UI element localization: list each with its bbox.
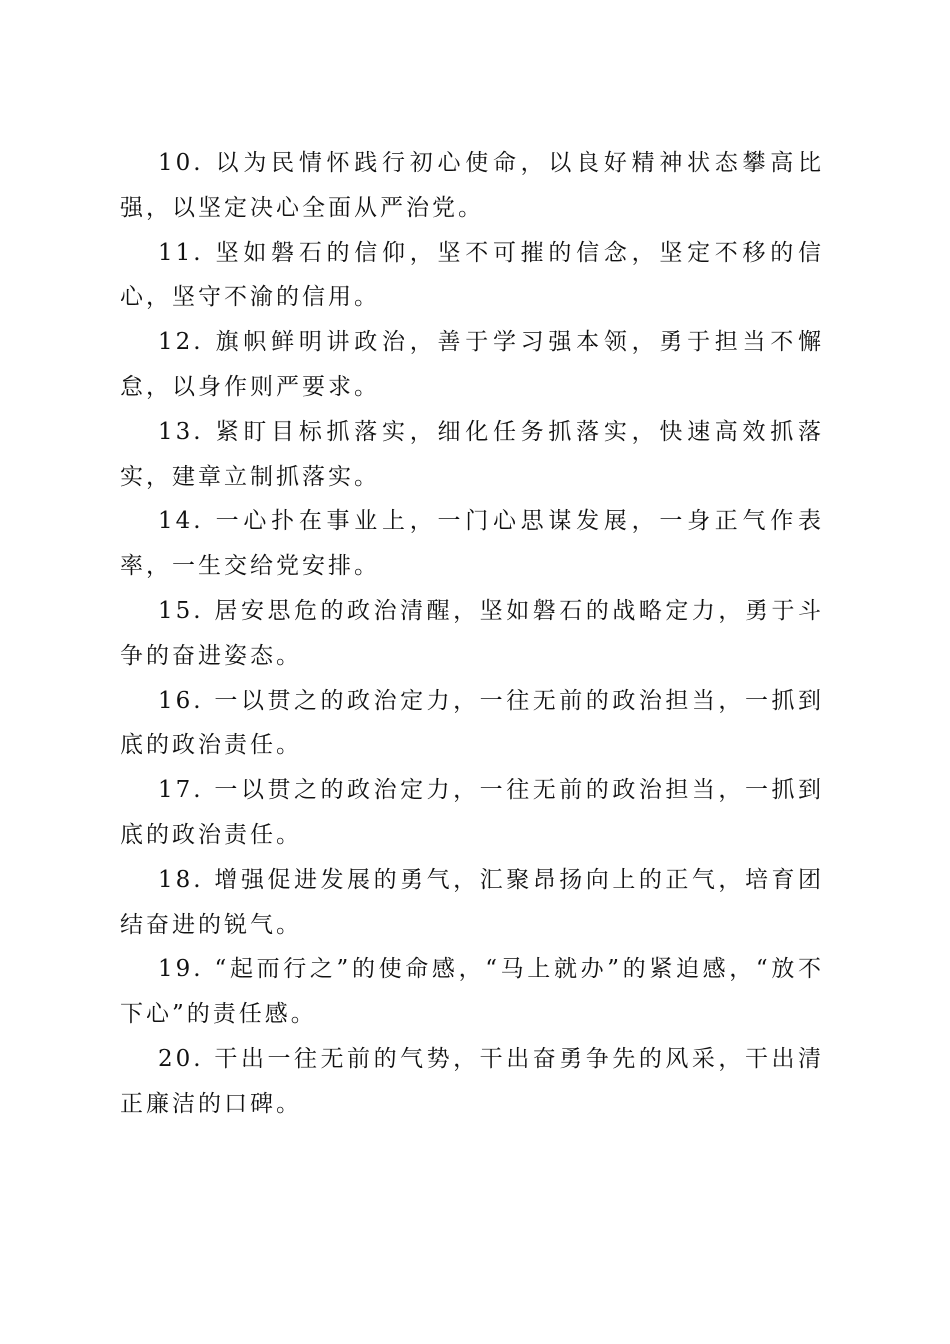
paragraph-11: 11. 坚如磐石的信仰，坚不可摧的信念，坚定不移的信心，坚守不渝的信用。: [120, 239, 824, 311]
paragraph-10: 10. 以为民情怀践行初心使命，以良好精神状态攀高比强，以坚定决心全面从严治党。: [120, 150, 824, 221]
paragraph-18: 18. 增强促进发展的勇气，汇聚昂扬向上的正气，培育团结奋进的锐气。: [120, 866, 824, 938]
paragraph-20: 20. 干出一往无前的气势，干出奋勇争先的风采，干出清正廉洁的口碑。: [120, 1045, 824, 1117]
paragraph-15: 15. 居安思危的政治清醒，坚如磐石的战略定力，勇于斗争的奋进姿态。: [120, 597, 824, 669]
paragraph-12: 12. 旗帜鲜明讲政治，善于学习强本领，勇于担当不懈怠，以身作则严要求。: [120, 329, 824, 400]
document-body: [120, 141, 824, 1127]
paragraph-16: 16. 一以贯之的政治定力，一往无前的政治担当，一抓到底的政治责任。: [120, 687, 824, 759]
paragraph-13: 13. 紧盯目标抓落实，细化任务抓落实，快速高效抓落实，建章立制抓落实。: [120, 418, 824, 490]
paragraph-14: 14. 一心扑在事业上，一门心思谋发展，一身正气作表率，一生交给党安排。: [120, 508, 824, 580]
paragraph-17: 17. 一以贯之的政治定力，一往无前的政治担当，一抓到底的政治责任。: [120, 777, 824, 848]
paragraph-19: 19. “起而行之”的使命感，“马上就办”的紧迫感，“放不下心”的责任感。: [120, 956, 824, 1028]
